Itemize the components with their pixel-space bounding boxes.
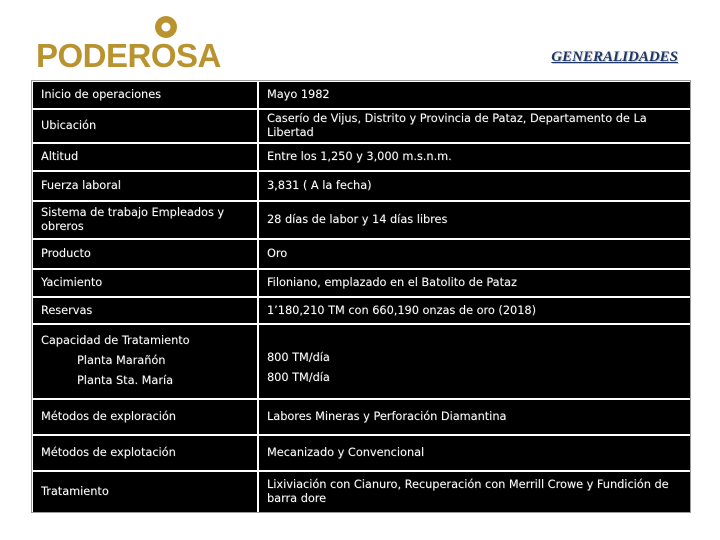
plant-maranon-label: Planta Marañón bbox=[77, 354, 166, 368]
table-row bbox=[33, 239, 691, 269]
row-value: Caserío de Vijus, Distrito y Provincia de Pataz, Departamento de La Libertad bbox=[258, 109, 690, 143]
row-value: Mayo 1982 bbox=[258, 82, 690, 109]
page-title: GENERALIDADES bbox=[551, 49, 678, 65]
capacity-value-cell bbox=[258, 324, 690, 398]
table-row bbox=[33, 297, 691, 324]
row-label: Yacimiento bbox=[33, 269, 259, 297]
table-row bbox=[33, 435, 691, 471]
row-label: Reservas bbox=[33, 297, 259, 324]
row-label: Tratamiento bbox=[33, 471, 259, 512]
row-value: Lixiviación con Cianuro, Recuperación con Merrill Crowe y Fundición de barra dore bbox=[258, 471, 690, 512]
row-value: Oro bbox=[258, 239, 690, 269]
table-row bbox=[33, 109, 691, 143]
table-row bbox=[33, 143, 691, 171]
row-label: Ubicación bbox=[33, 109, 259, 143]
row-value: Labores Mineras y Perforación Diamantina bbox=[258, 399, 690, 435]
table-row bbox=[33, 269, 691, 297]
table-row bbox=[33, 82, 691, 109]
generalidades-table bbox=[31, 80, 691, 513]
table-row bbox=[33, 201, 691, 239]
row-value: 3,831 ( A la fecha) bbox=[258, 171, 690, 201]
row-value: 28 días de labor y 14 días libres bbox=[258, 201, 690, 239]
table-row-capacity bbox=[33, 324, 691, 398]
row-value: Entre los 1,250 y 3,000 m.s.n.m. bbox=[258, 143, 690, 171]
plant-sta-maria-value: 800 TM/día bbox=[267, 371, 330, 385]
row-value: Mecanizado y Convencional bbox=[258, 435, 690, 471]
row-value: 1’180,210 TM con 660,190 onzas de oro (2018) bbox=[258, 297, 690, 324]
table-row bbox=[33, 171, 691, 201]
row-label: Métodos de exploración bbox=[33, 399, 259, 435]
plant-maranon-value: 800 TM/día bbox=[267, 351, 330, 365]
row-label: Métodos de explotación bbox=[33, 435, 259, 471]
row-label: Altitud bbox=[33, 143, 259, 171]
table-row bbox=[33, 471, 691, 512]
logo-text: PODEROSA bbox=[36, 37, 221, 74]
capacity-label-cell bbox=[33, 324, 259, 398]
table-row bbox=[33, 399, 691, 435]
row-label: Producto bbox=[33, 239, 259, 269]
row-label: Sistema de trabajo Empleados y obreros bbox=[33, 201, 259, 239]
row-label: Fuerza laboral bbox=[33, 171, 259, 201]
capacity-label: Capacidad de Tratamiento bbox=[41, 334, 190, 348]
poderosa-logo bbox=[36, 14, 226, 74]
plant-sta-maria-label: Planta Sta. María bbox=[77, 374, 174, 388]
row-label: Inicio de operaciones bbox=[33, 82, 259, 109]
row-value: Filoniano, emplazado en el Batolito de Pataz bbox=[258, 269, 690, 297]
